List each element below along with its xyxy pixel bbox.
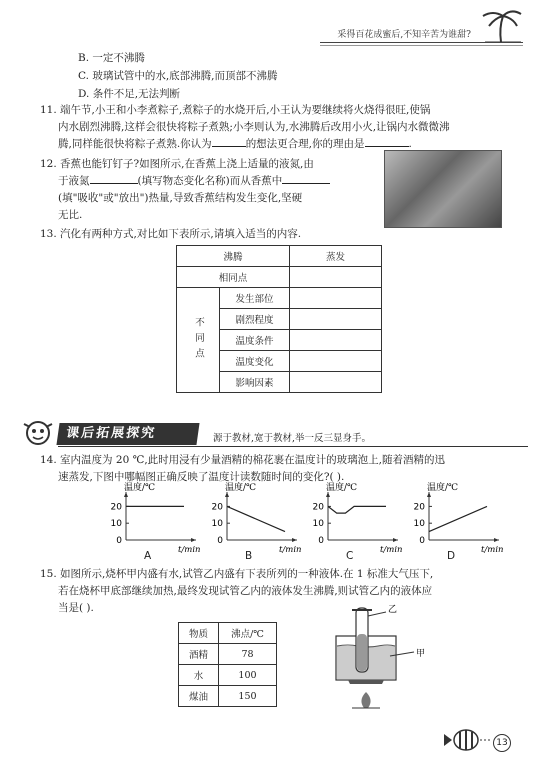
q12-line4: 无比. bbox=[58, 209, 83, 221]
x-axis-label: t/min bbox=[178, 545, 201, 555]
y-tick-label: 0 bbox=[419, 536, 425, 546]
q15-number: 15. bbox=[40, 568, 57, 580]
q15-line3: 当是( ). bbox=[58, 602, 94, 614]
y-tick-label: 10 bbox=[211, 519, 223, 530]
question-13 bbox=[40, 226, 510, 243]
q10-option-d: D. 条件不足,无法判断 bbox=[78, 88, 181, 100]
q14-line1: 室内温度为 20 ℃,此时用浸有少量酒精的棉花裹在温度计的玻璃泡上,随着酒精的迅 bbox=[60, 454, 446, 466]
q12-blank-state-change[interactable] bbox=[90, 173, 138, 184]
graph-label-a: A bbox=[144, 550, 152, 562]
header-rule-thin bbox=[320, 45, 523, 46]
table-cell[interactable] bbox=[290, 309, 382, 330]
beaker-test-tube-apparatus bbox=[328, 604, 438, 714]
q11-blank-reason[interactable] bbox=[365, 136, 409, 147]
y-tick-label: 0 bbox=[116, 536, 122, 546]
banner-subtitle: 源于教材,宽于教材,举一反三显身手。 bbox=[213, 433, 372, 444]
graph-label-c: C bbox=[346, 550, 354, 562]
table-cell[interactable] bbox=[290, 351, 382, 372]
q12-line3: (填"吸收"或"放出")热量,导致香蕉结构发生变化,坚硬 bbox=[58, 192, 303, 204]
footer-fish-icon bbox=[440, 726, 494, 754]
series-line-c bbox=[328, 506, 386, 513]
x-axis-arrow-icon bbox=[494, 538, 499, 542]
q10-option-c: C. 玻璃试管中的水,底部沸腾,而顶部不沸腾 bbox=[78, 70, 278, 82]
banana-nail-photo bbox=[384, 150, 502, 228]
graph-c bbox=[306, 483, 406, 556]
table-row-label: 剧烈程度 bbox=[220, 309, 290, 330]
q11-line3c: . bbox=[408, 138, 412, 150]
graph-label-d: D bbox=[447, 550, 456, 562]
y-axis-label: 温度/℃ bbox=[124, 483, 156, 493]
table-header-evaporation: 蒸发 bbox=[290, 246, 382, 267]
question-14 bbox=[40, 452, 510, 486]
bp-value: 78 bbox=[219, 644, 277, 665]
question-11 bbox=[40, 102, 510, 153]
bp-header-boiling-point: 沸点/℃ bbox=[219, 623, 277, 644]
table-row-label: 温度条件 bbox=[220, 330, 290, 351]
graph-svg bbox=[104, 483, 204, 555]
q11-blank-who[interactable] bbox=[212, 136, 246, 147]
table-row-label: 温度变化 bbox=[220, 351, 290, 372]
bp-value: 100 bbox=[219, 665, 277, 686]
question-12 bbox=[40, 156, 385, 224]
q14-number: 14. bbox=[40, 454, 57, 466]
q15-line1: 如图所示,烧杯甲内盛有水,试管乙内盛有下表所列的一种液体.在 1 标准大气压下, bbox=[60, 568, 434, 580]
table-header-boiling: 沸腾 bbox=[177, 246, 290, 267]
header-motto: 采得百花成蜜后,不知辛苦为谁甜? bbox=[337, 30, 471, 40]
graph-svg bbox=[205, 483, 305, 555]
bp-substance: 煤油 bbox=[179, 686, 219, 707]
q12-blank-heat[interactable] bbox=[282, 173, 330, 184]
table-cell[interactable] bbox=[290, 288, 382, 309]
x-axis-arrow-icon bbox=[393, 538, 398, 542]
table-cell-same[interactable] bbox=[290, 267, 382, 288]
table-cell[interactable] bbox=[290, 372, 382, 393]
table-row-label: 影响因素 bbox=[220, 372, 290, 393]
y-tick-label: 0 bbox=[217, 536, 223, 546]
table-row-label: 发生部位 bbox=[220, 288, 290, 309]
graph-a bbox=[104, 483, 204, 556]
q15-line2: 若在烧杯甲底部继续加热,最终发现试管乙内的液体发生沸腾,则试管乙内的液体应 bbox=[58, 585, 433, 597]
q12-line2b: (填写物态变化名称)而从香蕉中 bbox=[137, 175, 283, 187]
y-tick-label: 10 bbox=[110, 519, 122, 530]
q11-line2: 内水剧烈沸腾,这样会很快将粽子煮熟;小李则认为,水沸腾后改用小火,让锅内水微微沸 bbox=[58, 121, 450, 133]
question-15 bbox=[40, 566, 510, 617]
table-same-label: 相同点 bbox=[177, 267, 290, 288]
banner-rule bbox=[58, 446, 528, 447]
boiling-point-table bbox=[178, 622, 277, 707]
q13-number: 13. bbox=[40, 228, 57, 240]
q12-number: 12. bbox=[40, 158, 57, 170]
y-tick-label: 20 bbox=[413, 502, 425, 513]
graph-b bbox=[205, 483, 305, 556]
x-axis-arrow-icon bbox=[292, 538, 297, 542]
q12-line1: 香蕉也能钉钉子?如图所示,在香蕉上浇上适量的液氮,由 bbox=[60, 158, 314, 170]
q11-line3b: 的想法更合理,你的理由是 bbox=[245, 138, 365, 150]
y-tick-label: 10 bbox=[312, 519, 324, 530]
y-tick-label: 0 bbox=[318, 536, 324, 546]
vaporization-comparison-table bbox=[176, 245, 382, 393]
y-tick-label: 20 bbox=[211, 502, 223, 513]
banner-title: 课后拓展探究 bbox=[56, 423, 199, 445]
bp-value: 150 bbox=[219, 686, 277, 707]
y-axis-label: 温度/℃ bbox=[225, 483, 257, 493]
q11-number: 11. bbox=[40, 104, 57, 116]
bp-substance: 水 bbox=[179, 665, 219, 686]
q11-line3a: 腾,同样能很快将粽子煮熟.你认为 bbox=[58, 138, 212, 150]
header-rule bbox=[320, 42, 523, 43]
bp-substance: 酒精 bbox=[179, 644, 219, 665]
x-axis-label: t/min bbox=[380, 545, 403, 555]
y-tick-label: 20 bbox=[110, 502, 122, 513]
x-axis-arrow-icon bbox=[191, 538, 196, 542]
q14-line2: 速蒸发,下图中哪幅图正确反映了温度计读数随时间的变化?( ). bbox=[58, 471, 345, 483]
y-tick-label: 10 bbox=[413, 519, 425, 530]
bp-header-substance: 物质 bbox=[179, 623, 219, 644]
graph-svg bbox=[407, 483, 507, 555]
y-tick-label: 20 bbox=[312, 502, 324, 513]
graph-svg bbox=[306, 483, 406, 555]
table-cell[interactable] bbox=[290, 330, 382, 351]
y-axis-label: 温度/℃ bbox=[326, 483, 358, 493]
mascot-icon bbox=[18, 418, 58, 448]
series-line-b bbox=[227, 506, 285, 531]
palm-tree-icon bbox=[475, 8, 523, 44]
graph-d bbox=[407, 483, 507, 556]
page-number: 13 bbox=[493, 734, 511, 752]
q13-text: 汽化有两种方式,对比如下表所示,请填入适当的内容. bbox=[60, 228, 302, 240]
x-axis-label: t/min bbox=[279, 545, 302, 555]
q11-line1: 端午节,小王和小李煮粽子,煮粽子的水烧开后,小王认为要继续将火烧得很旺,使锅 bbox=[60, 104, 431, 116]
label-yi: 乙 bbox=[388, 605, 398, 615]
y-axis-label: 温度/℃ bbox=[427, 483, 459, 493]
section-banner bbox=[18, 418, 528, 448]
q12-line2a: 于液氮 bbox=[58, 175, 90, 187]
table-diff-label: 不同点 bbox=[177, 288, 220, 393]
graph-label-b: B bbox=[245, 550, 253, 562]
q10-option-b: B. 一定不沸腾 bbox=[78, 52, 145, 64]
series-line-d bbox=[429, 506, 487, 531]
x-axis-label: t/min bbox=[481, 545, 504, 555]
label-jia: 甲 bbox=[416, 649, 426, 659]
